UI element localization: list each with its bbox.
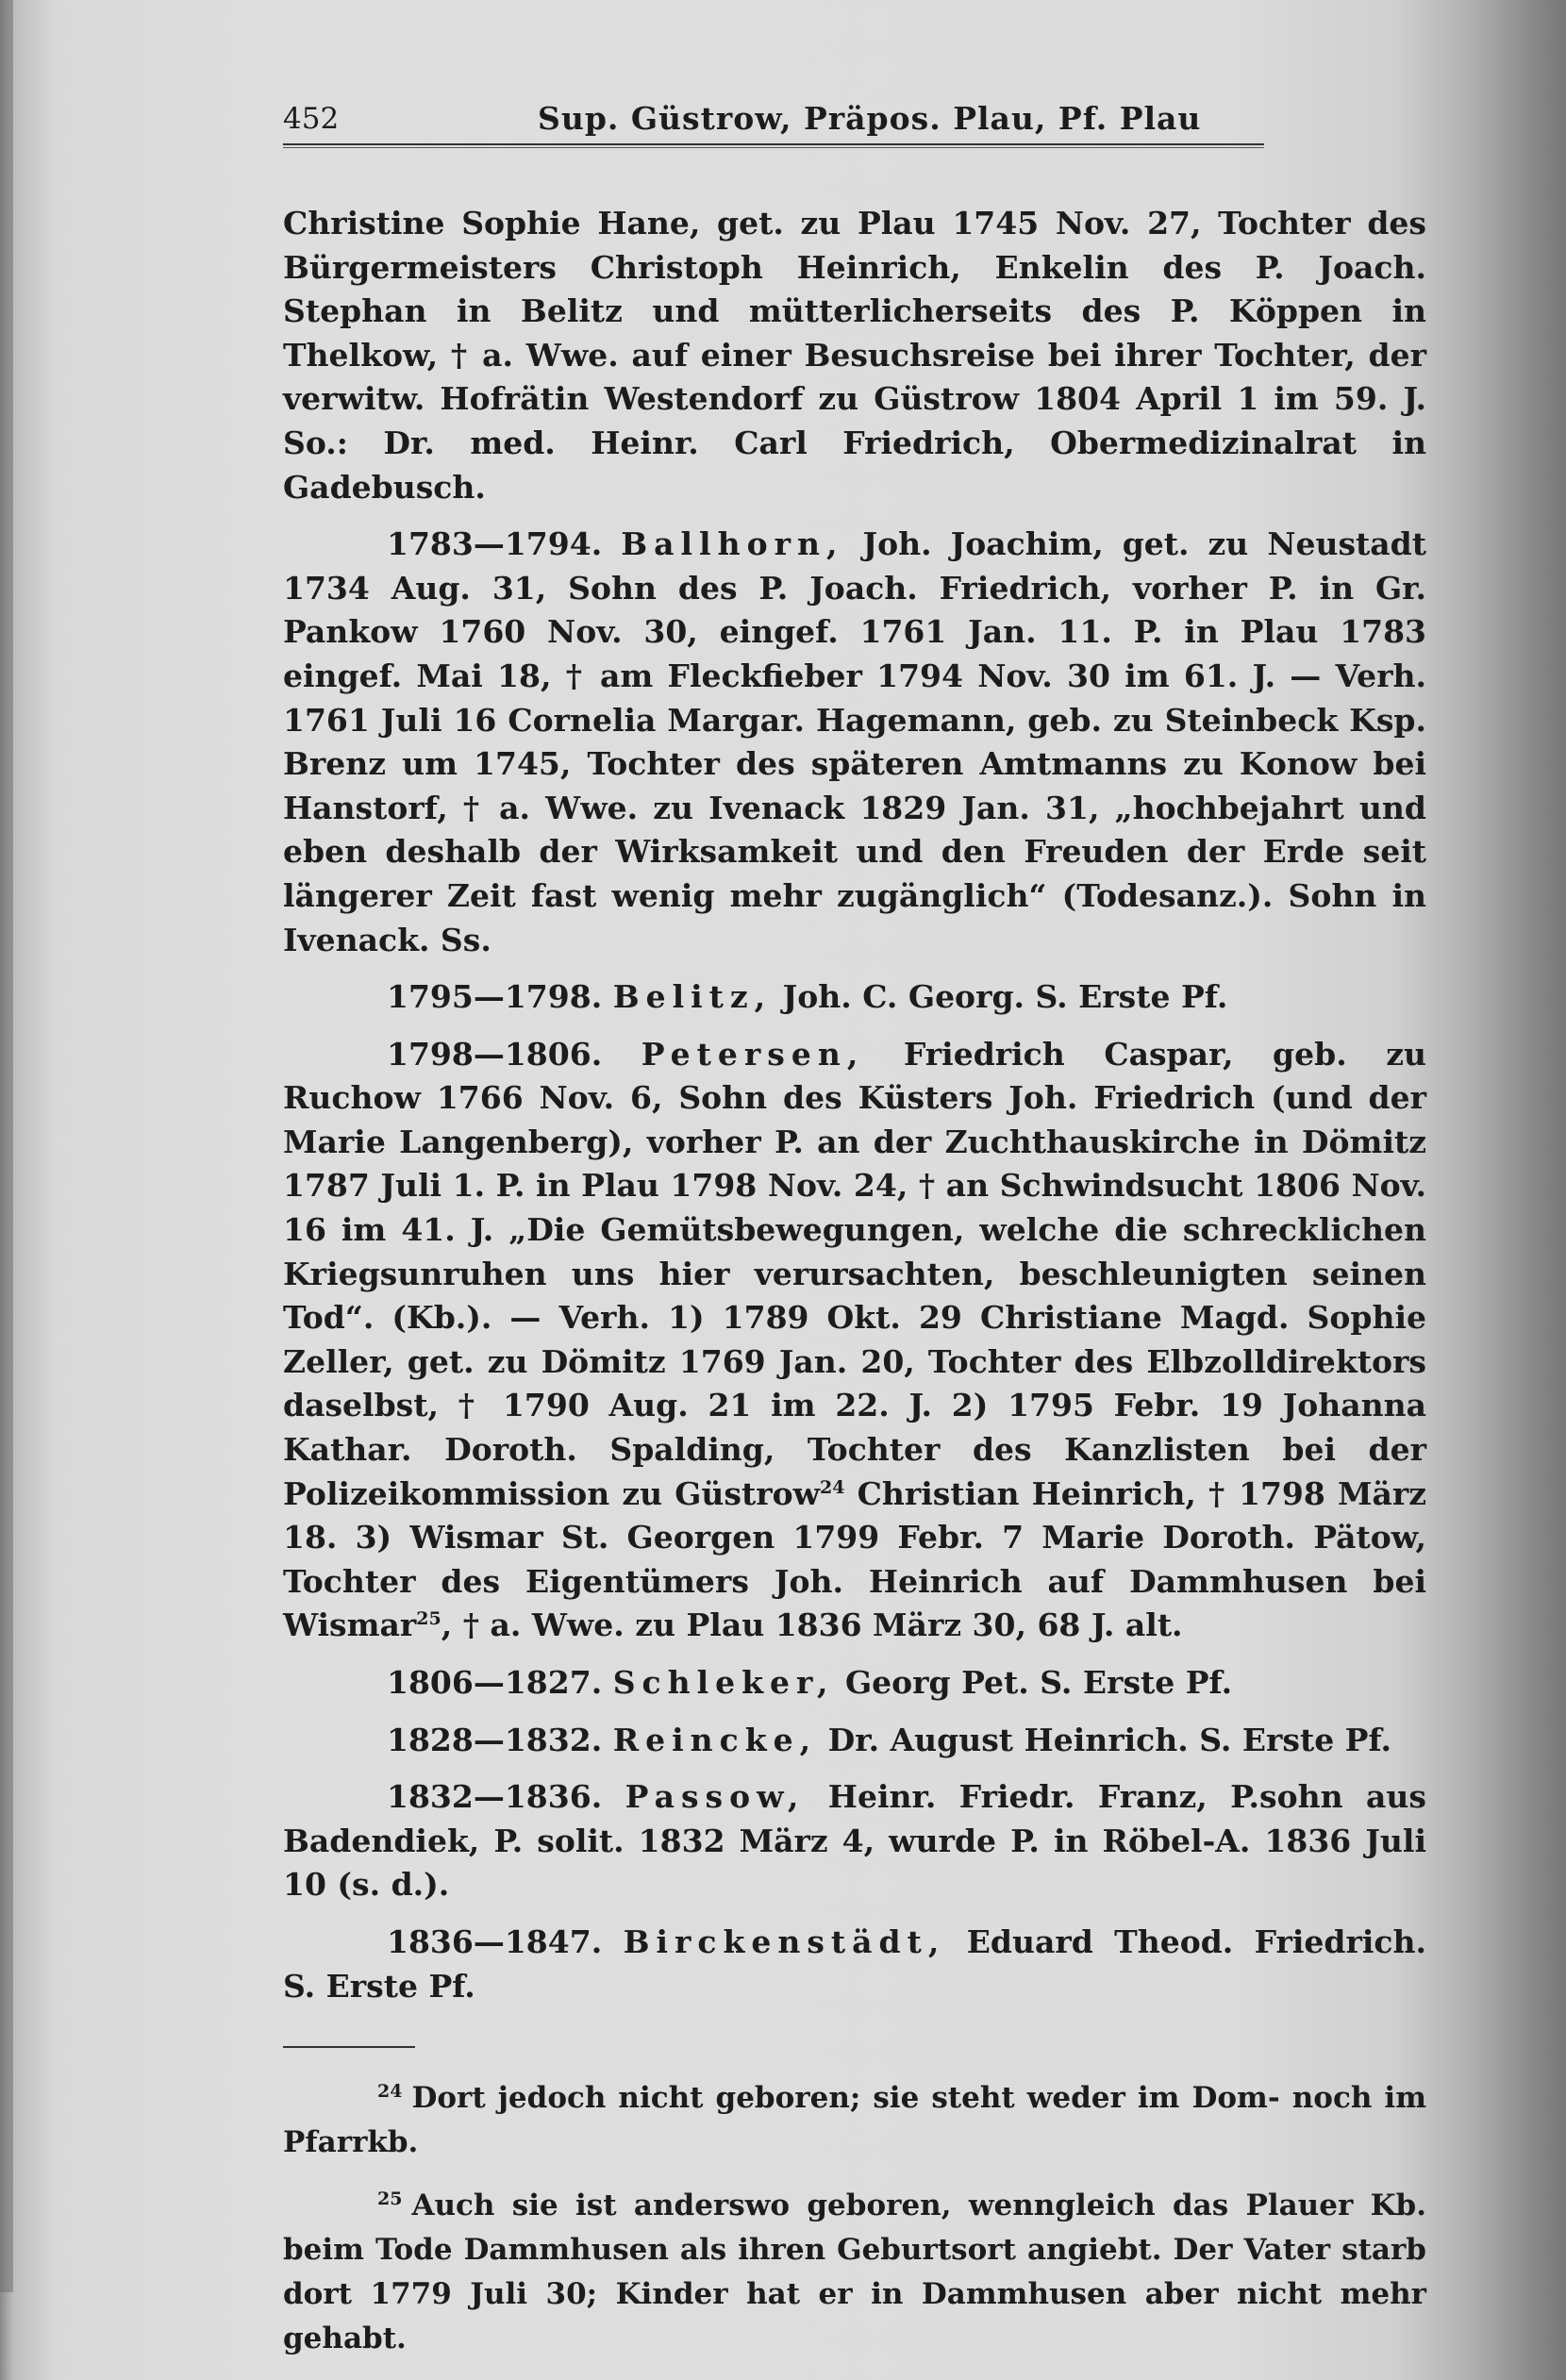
footnote-ref-25[interactable]: 25 (416, 1608, 441, 1630)
entry-birckenstaedt (283, 1921, 1426, 2008)
footnote-rule (283, 2046, 415, 2048)
entry-years: 1832—1836. (387, 1778, 603, 1816)
entry-years: 1783—1794. (387, 525, 603, 563)
running-title: Sup. Güstrow, Präpos. Plau, Pf. Plau (538, 100, 1202, 137)
entry-text: Friedrich Caspar, geb. zu Ruchow 1766 Nov. 6, Sohn des Küsters Joh. Friedrich (und der Marie Langenberg), vorher P. an der Zuchthauskirche in Dömitz 1787 Juli 1. P. in Plau 1798 Nov. 24, † an Schwindsucht 1806 Nov. 16 im 41. J. „Die Gemütsbewegungen, welche die schrecklichen Kriegsunruhen uns hier verursachten, beschleunigten seinen Tod“. (Kb.). — Verh. 1) 1789 Okt. 29 Christiane Magd. Sophie Zeller, get. zu Dömitz 1769 Jan. 20, Tochter des Elbzolldirektors daselbst, † 1790 Aug. 21 im 22. J. 2) 1795 Febr. 19 Johanna Kathar. Doroth. Spalding, Tochter des Kanzlisten bei der Polizeikommission zu Güstrow (283, 1035, 1426, 1512)
entry-surname: Petersen, (641, 1035, 865, 1073)
entry-text: Christian Heinrich, † 1798 März 18. 3) Wismar St. Georgen 1799 Febr. 7 Marie Doroth. Pätow, Tochter des Eigentümers Joh. Heinrich auf Dammhusen bei Wismar (283, 1474, 1426, 1644)
page-number: 452 (283, 102, 340, 136)
entry-belitz (283, 975, 1426, 1020)
entry-reincke (283, 1719, 1426, 1763)
entry-surname: Passow, (625, 1778, 806, 1816)
entry-ballhorn (283, 523, 1426, 962)
entry-text: Dr. August Heinrich. S. Erste Pf. (827, 1721, 1392, 1758)
entry-petersen (283, 1033, 1426, 1648)
paragraph-continuation (283, 202, 1426, 509)
footnote-mark: 24 (377, 2080, 403, 2102)
scan-binding-shadow (0, 0, 13, 2292)
entry-years: 1836—1847. (387, 1922, 603, 1960)
entry-text: Joh. C. Georg. S. Erste Pf. (782, 978, 1228, 1016)
entry-years: 1806—1827. (387, 1664, 603, 1701)
footnote-25 (283, 2184, 1426, 2361)
entry-text: , † a. Wwe. zu Plau 1836 März 30, 68 J. alt. (441, 1606, 1183, 1644)
entry-text: Joh. Joachim, get. zu Neustadt 1734 Aug. 31, Sohn des P. Joach. Friedrich, vorher P. in Gr. Pankow 1760 Nov. 30, eingef. 1761 Jan. 11. P. in Plau 1783 eingef. Mai 18, † am Fleckfieber 1794 Nov. 30 im 61. J. — Verh. 1761 Juli 16 Cornelia Margar. Hagemann, geb. zu Steinbeck Ksp. Brenz um 1745, Tochter des späteren Amtmanns zu Konow bei Hanstorf, † a. Wwe. zu Ivenack 1829 Jan. 31, „hochbejahrt und eben deshalb der Wirksamkeit und den Freuden der Erde seit längerer Zeit fast wenig mehr zugänglich“ (Todesanz.). Sohn in Ivenack. Ss. (283, 525, 1426, 958)
book-page (283, 94, 1426, 2380)
header-rule (283, 143, 1264, 148)
running-head (283, 94, 1426, 149)
footnote-text: Auch sie ist anderswo geboren, wenngleich das Plauer Kb. beim Tode Dammhusen als ihren Geburtsort angiebt. Der Vater starb dort 1779 Juli 30; Kinder hat er in Dammhusen aber nicht mehr gehabt. (283, 2189, 1426, 2356)
entry-surname: Belitz, (612, 978, 773, 1016)
entry-passow (283, 1775, 1426, 1907)
entry-text: Georg Pet. S. Erste Pf. (844, 1664, 1233, 1701)
entry-years: 1828—1832. (387, 1721, 603, 1758)
entry-surname: Schleker, (612, 1664, 835, 1701)
entry-surname: Reincke, (612, 1721, 818, 1758)
entry-surname: Birckenstädt, (623, 1922, 946, 1960)
footnotes (283, 2076, 1426, 2361)
paragraph-text: Christine Sophie Hane, get. zu Plau 1745 Nov. 27, Tochter des Bürgermeisters Christoph Heinrich, Enkelin des P. Joach. Stephan in Belitz und mütterlicherseits des P. Köppen in Thelkow, † a. Wwe. auf einer Besuchsreise bei ihrer Tochter, der verwitw. Hofrätin Westendorf zu Güstrow 1804 April 1 im 59. J. So.: Dr. med. Heinr. Carl Friedrich, Obermedizinalrat in Gadebusch. (283, 205, 1426, 506)
footnote-ref-24[interactable]: 24 (820, 1476, 845, 1498)
footnote-24 (283, 2076, 1426, 2165)
footnote-mark: 25 (377, 2188, 403, 2209)
entry-schleker (283, 1661, 1426, 1706)
entry-text: Heinr. Friedr. Franz, P.sohn aus Badendiek, P. solit. 1832 März 4, wurde P. in Röbel-A. 1836 Juli 10 (s. d.). (283, 1778, 1426, 1904)
entry-years: 1795—1798. (387, 978, 603, 1016)
entry-surname: Ballhorn, (621, 525, 844, 563)
body-text (283, 202, 1426, 2008)
entry-text: Eduard Theod. Friedrich. S. Erste Pf. (283, 1922, 1426, 2005)
entry-years: 1798—1806. (387, 1035, 603, 1073)
footnote-text: Dort jedoch nicht geboren; sie steht weder im Dom- noch im Pfarrkb. (283, 2081, 1426, 2160)
